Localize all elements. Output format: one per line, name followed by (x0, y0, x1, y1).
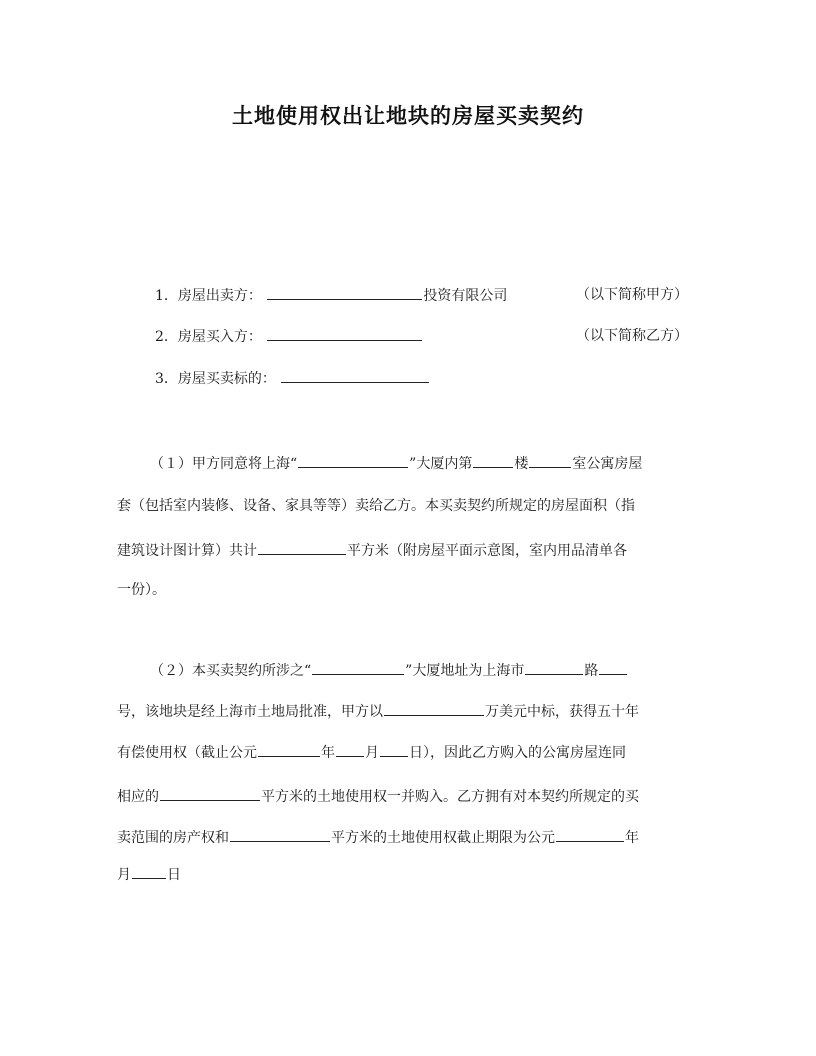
buyer-note: （以下简称乙方） (576, 328, 688, 344)
clause2-text: 卖范围的房产权和 (117, 830, 229, 846)
clause2-text: 平方米的土地使用权截止期限为公元 (331, 830, 555, 846)
expiry-year-blank[interactable] (556, 827, 624, 842)
price-blank[interactable] (384, 701, 484, 716)
party-buyer (155, 326, 423, 347)
clause2-text: 年 (625, 830, 639, 846)
subject-label: 3．房屋买卖标的： (155, 371, 276, 387)
subject-blank[interactable] (281, 368, 429, 383)
number-blank[interactable] (599, 660, 627, 675)
clause1-text: ”大厦内第 (409, 456, 473, 472)
clause2-text: 有偿使用权（截止公元 (117, 745, 257, 761)
clause2-line3 (117, 742, 626, 763)
clause2-text: 万美元中标，获得五十年 (485, 704, 639, 720)
area-blank[interactable] (258, 540, 346, 555)
clause2-text: （２）本买卖契约所涉之“ (150, 663, 312, 679)
clause2-line2 (117, 701, 639, 722)
clause2-text: 月 (365, 745, 379, 761)
seller-blank[interactable] (267, 285, 422, 300)
floor-blank[interactable] (473, 453, 513, 468)
land-area-blank[interactable] (160, 786, 260, 801)
party-seller (155, 285, 507, 306)
clause1-line2: 套（包括室内装修、设备、家具等等）卖给乙方。本买卖契约所规定的房屋面积（指 (117, 498, 635, 514)
clause2-text: 年 (321, 745, 335, 761)
buyer-blank[interactable] (267, 326, 422, 341)
building-name-blank[interactable] (298, 453, 408, 468)
building-blank[interactable] (312, 660, 404, 675)
clause1-line1 (150, 453, 642, 474)
clause1-text: 建筑设计图计算）共计 (117, 543, 257, 559)
seller-label: 1．房屋出卖方： (155, 288, 262, 304)
room-blank[interactable] (529, 453, 571, 468)
road-blank[interactable] (525, 660, 583, 675)
clause2-line1 (150, 660, 628, 681)
land-area-blank-2[interactable] (230, 827, 330, 842)
clause1-line3 (117, 540, 627, 561)
clause2-text: 月 (117, 867, 131, 883)
year-blank[interactable] (258, 742, 320, 757)
clause2-line6 (117, 864, 181, 885)
clause2-line5 (117, 827, 639, 848)
buyer-label: 2．房屋买入方： (155, 329, 262, 345)
clause2-text: 平方米的土地使用权一并购入。乙方拥有对本契约所规定的买 (261, 789, 639, 805)
clause1-text: 平方米（附房屋平面示意图，室内用品清单各 (347, 543, 627, 559)
clause2-text: 相应的 (117, 789, 159, 805)
clause1-text: 室公寓房屋 (572, 456, 643, 472)
clause1-line4: 一份）。 (117, 582, 166, 598)
clause1-text: 楼 (514, 456, 529, 472)
seller-note: （以下简称甲方） (576, 287, 688, 303)
clause2-text: 日），因此乙方购入的公寓房屋连同 (409, 745, 626, 761)
party-subject (155, 368, 430, 389)
document-title: 土地使用权出让地块的房屋买卖契约 (232, 104, 584, 128)
clause2-line4 (117, 786, 639, 807)
clause2-text: 路 (584, 663, 599, 679)
clause2-text: 号，该地块是经上海市土地局批准，甲方以 (117, 704, 383, 720)
seller-suffix: 投资有限公司 (423, 288, 508, 304)
month-blank[interactable] (336, 742, 364, 757)
clause2-text: 日 (167, 867, 181, 883)
expiry-month-blank[interactable] (132, 864, 166, 879)
clause2-text: ”大厦地址为上海市 (405, 663, 525, 679)
day-blank[interactable] (380, 742, 408, 757)
clause1-text: （１）甲方同意将上海“ (150, 456, 298, 472)
